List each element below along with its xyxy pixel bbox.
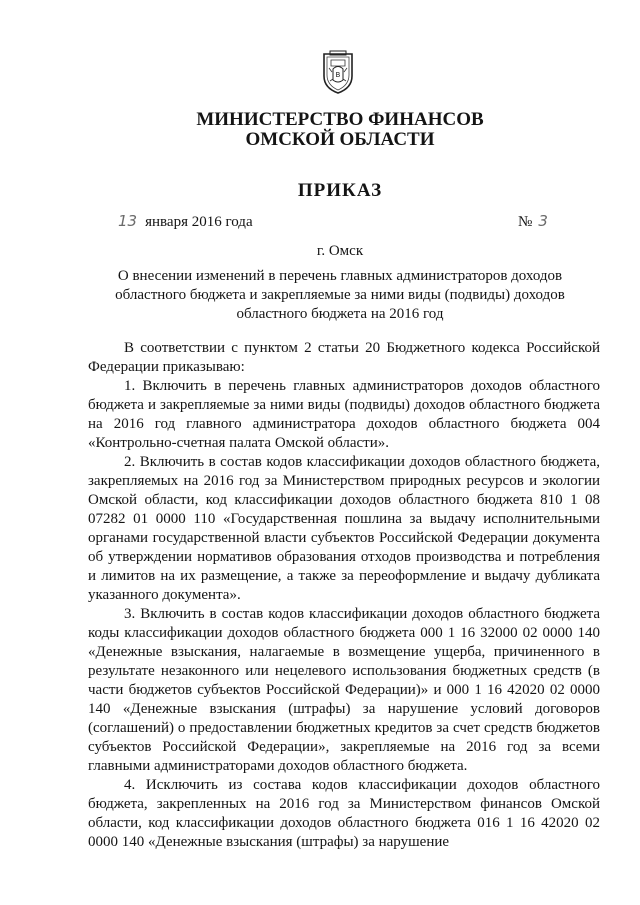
- number-label: №: [518, 214, 533, 230]
- subject-line3: областного бюджета на 2016 год: [236, 306, 444, 322]
- subject-line1: О внесении изменений в перечень главных администраторов доходов: [117, 268, 563, 284]
- organization-name-line2: ОМСКОЙ ОБЛАСТИ: [245, 129, 435, 150]
- handwritten-number: 3: [538, 212, 548, 230]
- document-type: ПРИКАЗ: [297, 180, 383, 201]
- document-subject: [80, 267, 600, 324]
- organization-name: [0, 110, 640, 150]
- paragraph-item-2: 2. Включить в состав кодов классификации доходов областного бюджета, закрепляемых на 2016 год за Министерством природных ресурсов и экологии Омской области, код классификации доходов областного бюджета 810 1 08 07282 01 0000 110 «Государственная пошлина за выдачу исполнительными органами государственной власти субъектов Российской Федерации документа об утверждении нормативов образования отходов производства и потребления и лимитов на их размещение, а также за переоформление и выдачу дубликата указанного документа».: [88, 454, 600, 603]
- document-number: [518, 212, 548, 231]
- document-date: [118, 212, 253, 231]
- subject-line2: областного бюджета и закрепляемые за ними виды (подвиды) доходов: [115, 287, 565, 303]
- date-text: января 2016 года: [145, 214, 253, 230]
- paragraph-item-3: 3. Включить в состав кодов классификации доходов областного бюджета коды классификации доходов областного бюджета 000 1 16 32000 02 0000 140 «Денежные взыскания, налагаемые в возмещение ущерба, причиненного в результате незаконного или нецелевого использования бюджетных средств (в части бюджетов субъектов Российской Федерации)» и 000 1 16 42020 02 0000 140 «Денежные взыскания (штрафы) за нарушение условий договоров (соглашений) о предоставлении бюджетных кредитов за счет средств бюджетов субъектов Российской Федерации», закрепляемые на 2016 год за всеми главными администраторами доходов областного бюджета.: [88, 606, 600, 774]
- city: г. Омск: [316, 243, 364, 259]
- paragraph-item-4: 4. Исключить из состава кодов классификации доходов областного бюджета, закрепленных на 2016 год за Министерством финансов Омской области, код классификации доходов областного бюджета 016 1 16 42020 02 0000 140 «Денежные взыскания (штрафы) за нарушение: [88, 777, 600, 850]
- preamble-paragraph: В соответствии с пунктом 2 статьи 20 Бюджетного кодекса Российской Федерации приказываю:: [88, 340, 600, 375]
- svg-text:В: В: [335, 71, 341, 79]
- organization-name-line1: МИНИСТЕРСТВО ФИНАНСОВ: [196, 109, 484, 130]
- handwritten-day: 13: [118, 212, 138, 230]
- paragraph-item-1: 1. Включить в перечень главных администраторов доходов областного бюджета и закрепляемые за ними виды (подвиды) доходов областного бюджета на 2016 год главного администратора доходов областного бюджета 004 «Контрольно-счетная палата Омской области».: [88, 378, 600, 451]
- omsk-coat-of-arms-icon: [321, 50, 355, 95]
- document-body: [88, 339, 600, 852]
